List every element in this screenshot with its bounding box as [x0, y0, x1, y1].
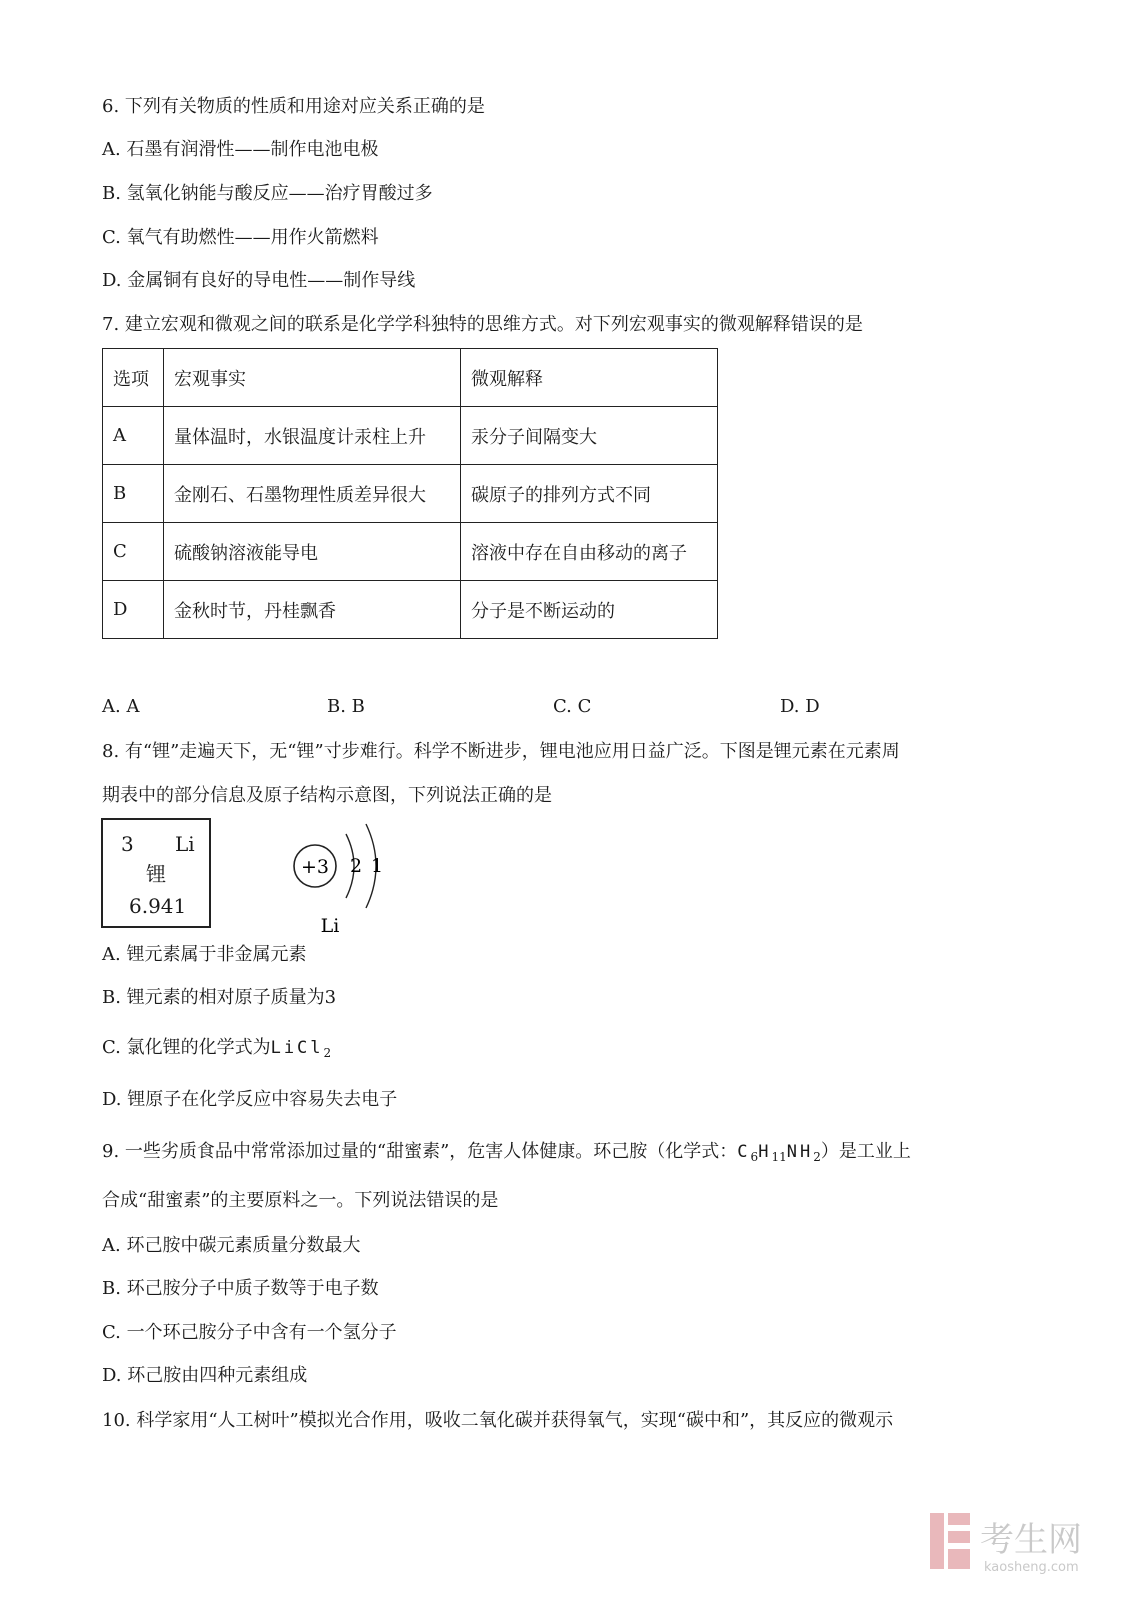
- nucleus-charge: +3: [300, 856, 330, 878]
- atom-structure-diagram: [290, 818, 400, 938]
- formula-sub-6: 6: [750, 1150, 759, 1164]
- table-header-row: [103, 349, 718, 407]
- table-cell: 量体温时，水银温度计汞柱上升: [164, 407, 461, 465]
- q9-stem-line2: 合成“甜蜜素”的主要原料之一。下列说法错误的是: [102, 1190, 499, 1211]
- atomic-mass: 6.941: [129, 894, 187, 918]
- table-cell: 汞分子间隔变大: [461, 407, 718, 465]
- atomic-number: 3: [121, 832, 134, 856]
- atom-label: Li: [320, 915, 340, 937]
- table-row: [103, 407, 718, 465]
- q7-stem: 7. 建立宏观和微观之间的联系是化学学科独特的思维方式。对下列宏观事实的微观解释错误的是: [102, 314, 863, 335]
- watermark-url: kaosheng.com: [984, 1560, 1079, 1575]
- q9-option-c: C. 一个环己胺分子中含有一个氢分子: [102, 1322, 397, 1343]
- q6-stem: 6. 下列有关物质的性质和用途对应关系正确的是: [102, 96, 485, 117]
- shell-1-electrons: 2: [349, 855, 363, 877]
- q7-answer-d: D. D: [780, 696, 820, 717]
- watermark-logo-icon: [930, 1513, 970, 1569]
- q9-option-a: A. 环己胺中碳元素质量分数最大: [102, 1235, 361, 1256]
- watermark: [928, 1505, 1098, 1589]
- table-row: [103, 465, 718, 523]
- watermark-brand: 考生网: [980, 1520, 1082, 1560]
- watermark-svg: [928, 1505, 1098, 1585]
- table-cell: 硫酸钠溶液能导电: [164, 523, 461, 581]
- atom-diagram-svg: [290, 818, 400, 938]
- q9-stem-line1: [102, 1140, 911, 1169]
- table-cell: A: [103, 407, 164, 465]
- licl-subscript: 2: [323, 1046, 332, 1060]
- formula-c: C: [737, 1142, 751, 1162]
- q9-stem-pre: 9. 一些劣质食品中常常添加过量的“甜蜜素”，危害人体健康。环己胺（化学式：: [102, 1141, 738, 1162]
- q8-option-c: [102, 1036, 331, 1065]
- table-cell: 溶液中存在自由移动的离子: [461, 523, 718, 581]
- q8-stem-line2: 期表中的部分信息及原子结构示意图，下列说法正确的是: [102, 785, 552, 806]
- shell-2-electrons: 1: [370, 855, 384, 877]
- licl-formula: LiCl: [270, 1038, 324, 1058]
- q8-stem-line1: 8. 有“锂”走遍天下，无“锂”寸步难行。科学不断进步，锂电池应用日益广泛。下图是锂元素在元素周: [102, 741, 900, 762]
- q6-option-c: C. 氧气有助燃性——用作火箭燃料: [102, 227, 379, 248]
- q6-option-d: D. 金属铜有良好的导电性——制作导线: [102, 270, 416, 291]
- q9-option-d: D. 环己胺由四种元素组成: [102, 1365, 308, 1386]
- q7-answer-a: A. A: [102, 696, 140, 717]
- q9-stem-post: ）是工业上: [820, 1141, 911, 1162]
- table-header-cell: 选项: [103, 349, 164, 407]
- formula-sub-11: 11: [771, 1150, 787, 1164]
- q6-option-a: A. 石墨有润滑性——制作电池电极: [102, 139, 379, 160]
- element-name: 锂: [146, 862, 166, 886]
- table-cell: D: [103, 581, 164, 639]
- table-cell: 碳原子的排列方式不同: [461, 465, 718, 523]
- formula-nh: NH: [786, 1142, 814, 1162]
- formula-h: H: [758, 1142, 772, 1162]
- table-cell: C: [103, 523, 164, 581]
- q10-stem: 10. 科学家用“人工树叶”模拟光合作用，吸收二氧化碳并获得氧气，实现“碳中和”，其反应的微观示: [102, 1410, 894, 1431]
- q8-option-a: A. 锂元素属于非金属元素: [102, 944, 307, 965]
- q8-option-c-text: C. 氯化锂的化学式为: [102, 1037, 271, 1058]
- table-row: [103, 581, 718, 639]
- periodic-element-box: [101, 818, 211, 928]
- table-cell: 金刚石、石墨物理性质差异很大: [164, 465, 461, 523]
- q7-answer-c: C. C: [553, 696, 592, 717]
- table-cell: 金秋时节，丹桂飘香: [164, 581, 461, 639]
- table-header-cell: 微观解释: [461, 349, 718, 407]
- table-header-cell: 宏观事实: [164, 349, 461, 407]
- table-cell: 分子是不断运动的: [461, 581, 718, 639]
- q7-answer-b: B. B: [327, 696, 365, 717]
- table-row: [103, 523, 718, 581]
- formula-sub-2: 2: [813, 1150, 821, 1164]
- q9-option-b: B. 环己胺分子中质子数等于电子数: [102, 1278, 379, 1299]
- table-cell: B: [103, 465, 164, 523]
- q8-option-b: B. 锂元素的相对原子质量为3: [102, 987, 337, 1008]
- q7-table: [102, 348, 718, 639]
- q6-option-b: B. 氢氧化钠能与酸反应——治疗胃酸过多: [102, 183, 433, 204]
- element-symbol: Li: [175, 832, 195, 856]
- q8-option-d: D. 锂原子在化学反应中容易失去电子: [102, 1089, 398, 1110]
